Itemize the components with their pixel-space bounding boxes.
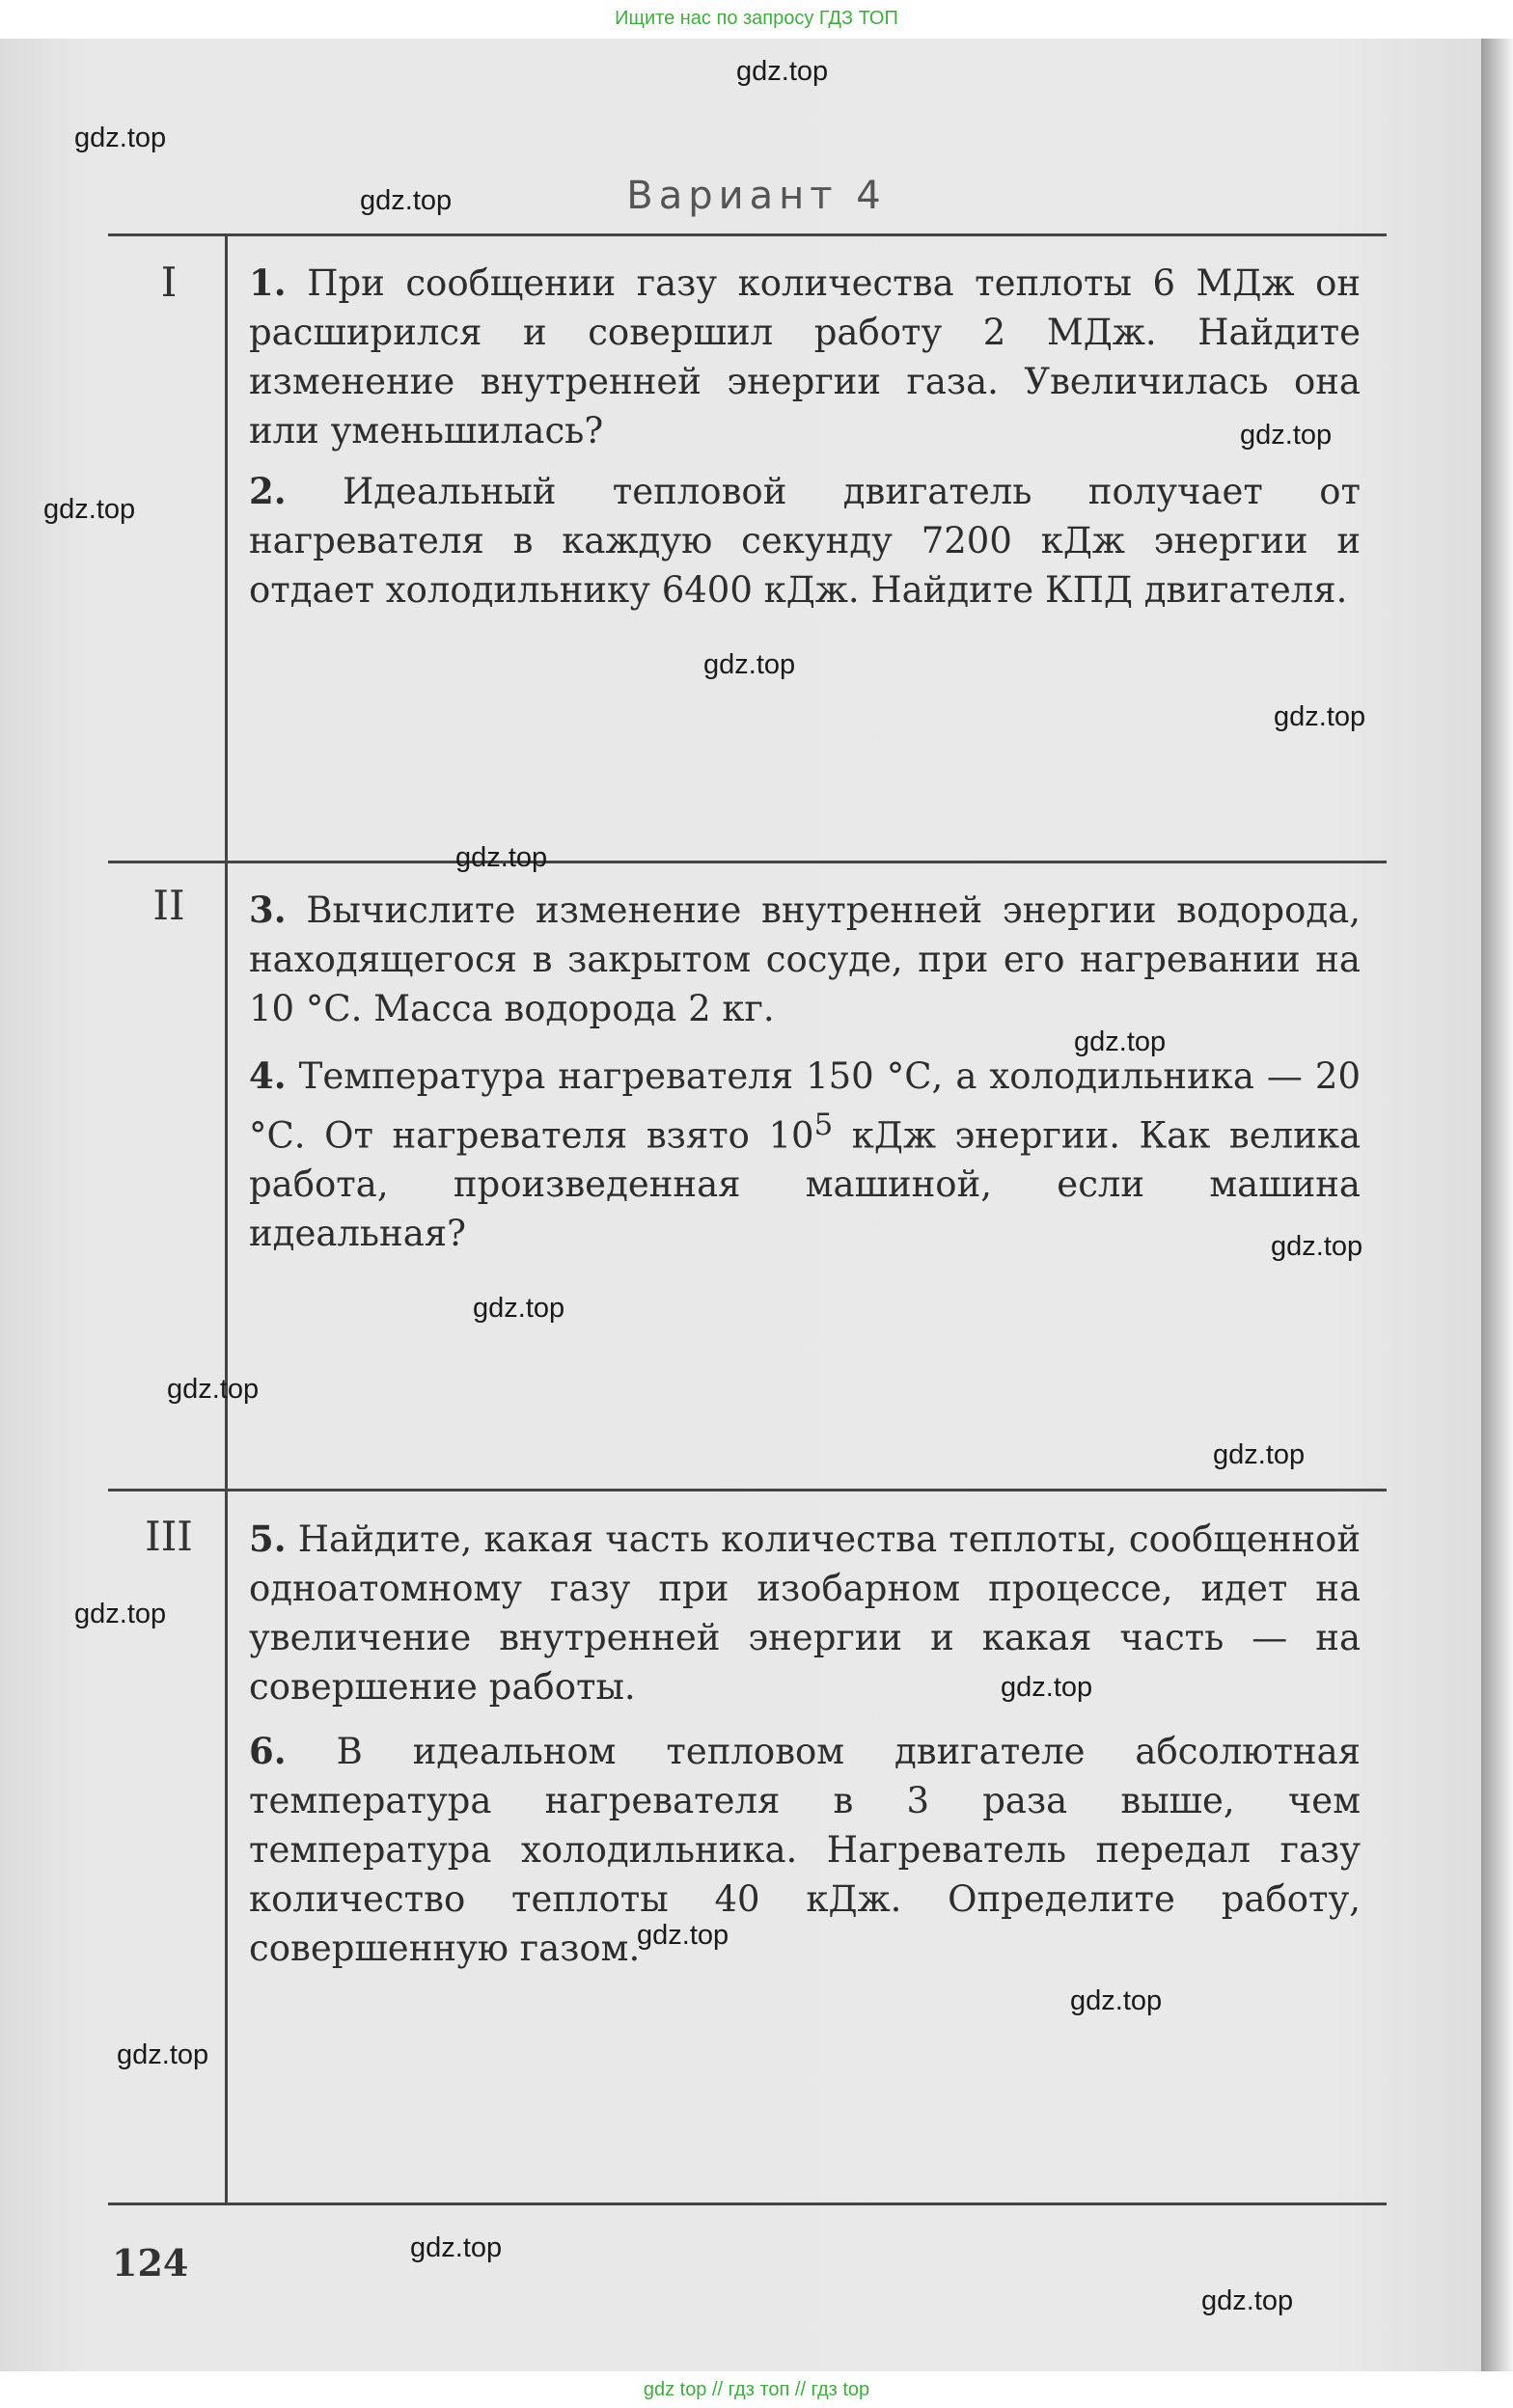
problem-number: 1. <box>249 261 287 304</box>
variant-title: Вариант 4 <box>626 174 887 218</box>
problem-3 <box>249 886 1361 1033</box>
watermark: gdz.top <box>360 185 453 216</box>
problem-4 <box>249 1052 1361 1258</box>
page-edge-shadow <box>1481 39 1513 2371</box>
problem-text-continued: кДж энергии. Как велика работа, произведенная машиной, если машина идеальная? <box>249 1114 1361 1255</box>
watermark: gdz.top <box>736 56 829 87</box>
problem-number: 2. <box>249 470 287 512</box>
watermark: gdz.top <box>455 842 548 873</box>
watermark: gdz.top <box>74 1599 167 1629</box>
page-number: 124 <box>112 2241 189 2285</box>
problem-text: Идеальный тепловой двигатель получает от нагревателя в каждую секунду 7200 кДж энергии и отдает холодильнику 6400 кДж. Найдите КПД двигателя. <box>249 471 1361 611</box>
table-top-border <box>108 233 1387 236</box>
watermark: gdz.top <box>74 123 167 153</box>
watermark: gdz.top <box>1240 420 1333 451</box>
problem-6 <box>249 1727 1361 1973</box>
bottom-banner[interactable]: gdz top // гдз топ // гдз top <box>0 2371 1513 2408</box>
watermark: gdz.top <box>473 1293 565 1324</box>
table-bottom-border <box>108 2203 1387 2205</box>
problem-number: 3. <box>249 889 287 931</box>
watermark: gdz.top <box>703 649 796 680</box>
table-column-divider <box>225 233 228 2203</box>
problem-text: Найдите, какая часть количества теплоты, сообщенной одноатомному газу при изобарном процессе, идет на увеличение внутренней энергии и какая часть — на совершение работы. <box>249 1519 1361 1708</box>
problem-text: При сообщении газу количества теплоты 6 МДж он расширился и совершил работу 2 МДж. Найдите изменение внутренней энергии газа. Увеличилась она или уменьшилась? <box>249 262 1362 452</box>
problem-1 <box>249 259 1361 455</box>
section-label-iii: III <box>145 1513 193 1560</box>
problem-text: Вычислите изменение внутренней энергии водорода, находящегося в закрытом сосуде, при его нагревании на 10 °С. Масса водорода 2 кг. <box>249 889 1361 1029</box>
watermark: gdz.top <box>1074 1026 1167 1057</box>
problem-text: Температура нагревателя 150 °С, а холодильника — 20 °С. От нагревателя взято 10 <box>249 1055 1362 1157</box>
section-label-i: I <box>160 259 178 306</box>
section-divider-2 <box>108 1489 1387 1491</box>
watermark: gdz.top <box>1274 701 1366 732</box>
problem-number: 5. <box>249 1518 287 1560</box>
watermark: gdz.top <box>1070 1985 1163 2016</box>
top-banner[interactable]: Ищите нас по запросу ГДЗ ТОП <box>0 0 1513 39</box>
watermark: gdz.top <box>1271 1231 1363 1262</box>
watermark: gdz.top <box>167 1374 260 1405</box>
problem-2 <box>249 467 1361 615</box>
watermark: gdz.top <box>43 494 136 525</box>
watermark: gdz.top <box>117 2039 209 2070</box>
watermark: gdz.top <box>1213 1439 1306 1470</box>
problem-number: 6. <box>249 1730 287 1772</box>
watermark: gdz.top <box>1001 1672 1093 1703</box>
exponent: 5 <box>813 1108 834 1142</box>
section-divider-1 <box>108 861 1387 863</box>
watermark: gdz.top <box>637 1920 729 1951</box>
problem-number: 4. <box>249 1054 287 1097</box>
problem-text: В идеальном тепловом двигателе абсолютная температура нагревателя в 3 раза выше, чем температура холодильника. Нагреватель передал газу количество теплоты 40 кДж. Определите работу, совершенную газом. <box>249 1731 1361 1969</box>
problem-5 <box>249 1515 1361 1711</box>
section-label-ii: II <box>152 882 185 929</box>
watermark: gdz.top <box>1201 2285 1294 2316</box>
watermark: gdz.top <box>410 2232 503 2263</box>
